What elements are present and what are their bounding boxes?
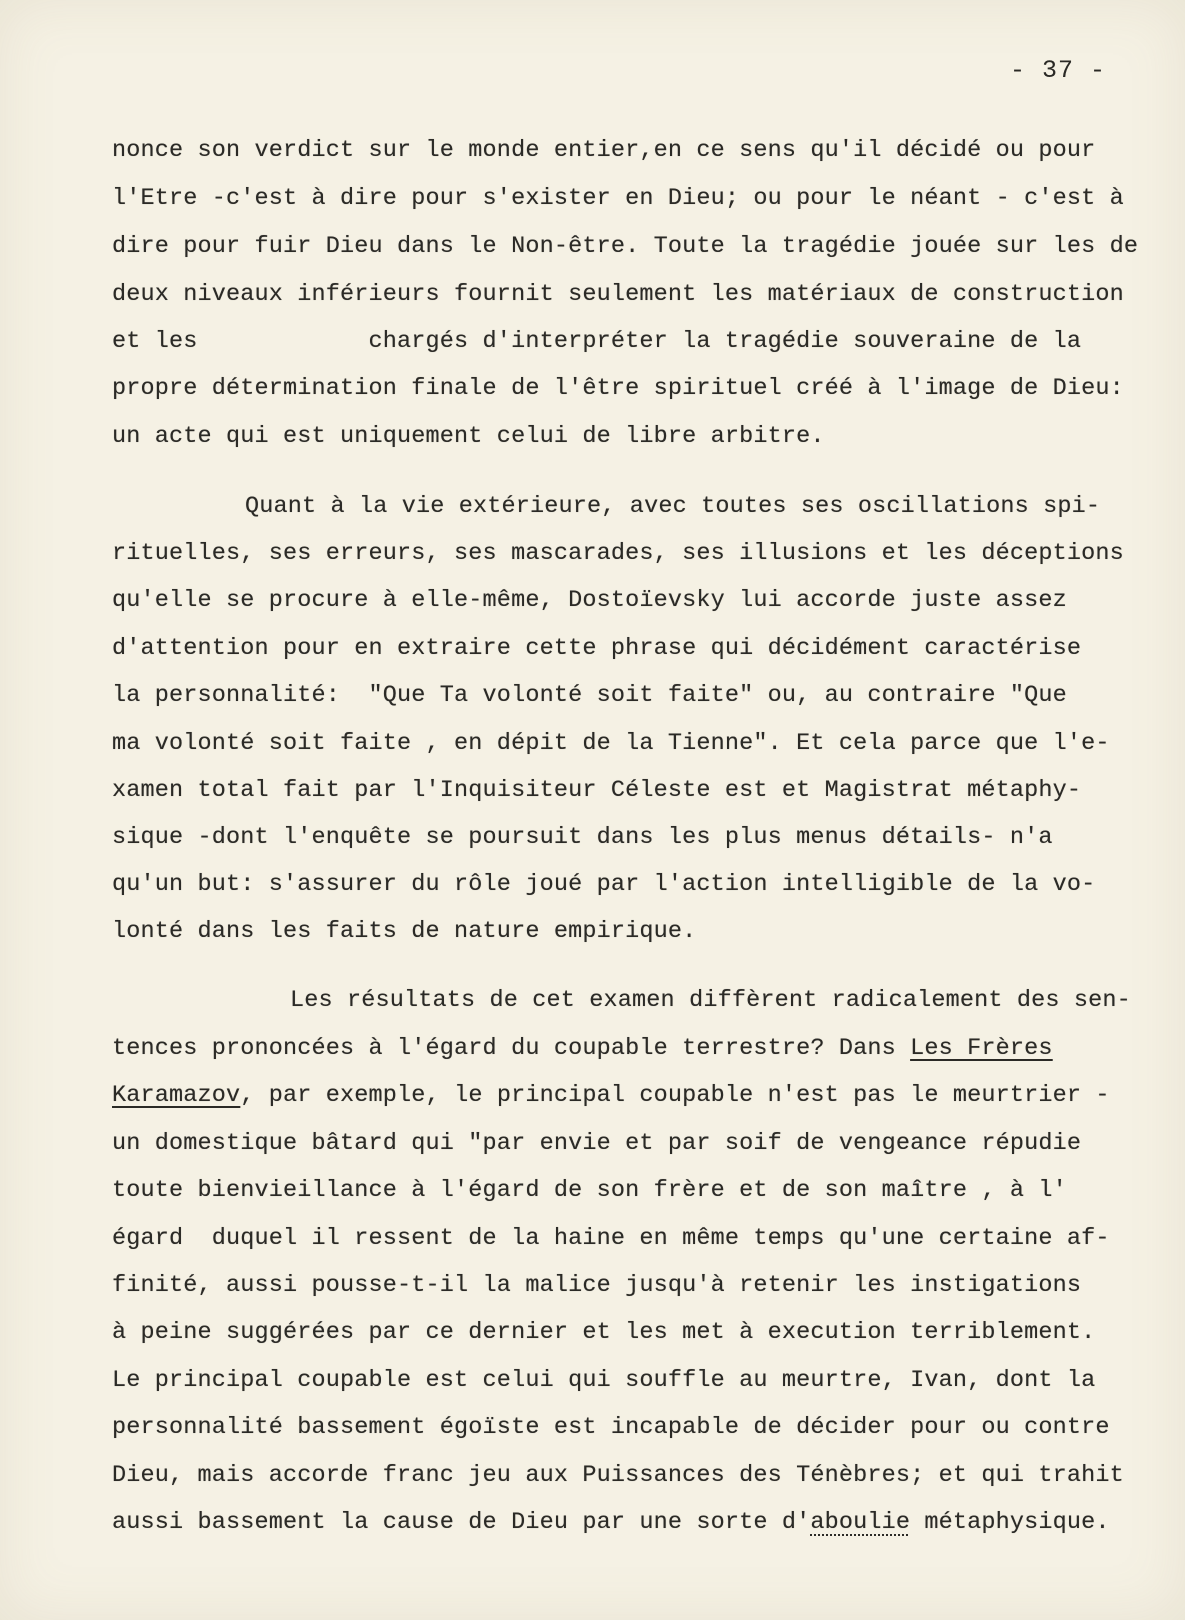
text-line: Dieu, mais accorde franc jeu aux Puissances des Ténèbres; et qui trahit bbox=[112, 1462, 1124, 1489]
text-line: à peine suggérées par ce dernier et les met à execution terriblement. bbox=[112, 1319, 1096, 1346]
text-line bbox=[112, 1508, 1110, 1538]
text-segment: aussi bassement la cause de Dieu par une sorte d' bbox=[112, 1509, 811, 1536]
text-line: personnalité bassement égoïste est incapable de décider pour ou contre bbox=[112, 1414, 1110, 1441]
text-line: rituelles, ses erreurs, ses mascarades, ses illusions et les déceptions bbox=[112, 540, 1124, 567]
text-line: d'attention pour en extraire cette phrase qui décidément caractérise bbox=[112, 635, 1082, 662]
text-line: la personnalité: "Que Ta volonté soit faite" ou, au contraire "Que bbox=[112, 682, 1067, 709]
text-line: Les résultats de cet examen diffèrent radicalement des sen- bbox=[290, 987, 1131, 1014]
underlined-word: aboulie bbox=[810, 1509, 911, 1536]
text-line: un domestique bâtard qui "par envie et par soif de vengeance répudie bbox=[112, 1130, 1082, 1157]
text-line: toute bienvieillance à l'égard de son frère et de son maître , à l' bbox=[112, 1177, 1067, 1204]
text-line: dire pour fuir Dieu dans le Non-être. Toute la tragédie jouée sur les de bbox=[112, 233, 1139, 260]
text-line: ma volonté soit faite , en dépit de la Tienne". Et cela parce que l'e- bbox=[112, 730, 1110, 757]
book-title-underlined: Karamazov bbox=[112, 1082, 241, 1109]
text-segment: métaphysique. bbox=[910, 1509, 1110, 1536]
page-number: - 37 - bbox=[1010, 56, 1107, 85]
text-line bbox=[112, 1081, 1110, 1111]
text-line: lonté dans les faits de nature empirique. bbox=[112, 918, 697, 945]
text-segment: , par exemple, le principal coupable n'est pas le meurtrier - bbox=[240, 1082, 1110, 1109]
text-line: sique -dont l'enquête se poursuit dans les plus menus détails- n'a bbox=[112, 824, 1053, 851]
text-line: l'Etre -c'est à dire pour s'exister en Dieu; ou pour le néant - c'est à bbox=[112, 185, 1124, 212]
text-line: deux niveaux inférieurs fournit seulement les matériaux de construction bbox=[112, 281, 1124, 308]
book-title-underlined: Les Frères bbox=[910, 1035, 1053, 1062]
text-line: égard duquel il ressent de la haine en même temps qu'une certaine af- bbox=[112, 1225, 1110, 1252]
text-line: propre détermination finale de l'être spirituel créé à l'image de Dieu: bbox=[112, 375, 1124, 402]
text-line: xamen total fait par l'Inquisiteur Céleste est et Magistrat métaphy- bbox=[112, 777, 1082, 804]
text-line: qu'elle se procure à elle-même, Dostoïevsky lui accorde juste assez bbox=[112, 587, 1067, 614]
text-line bbox=[112, 1034, 1053, 1064]
text-line: Le principal coupable est celui qui souffle au meurtre, Ivan, dont la bbox=[112, 1367, 1096, 1394]
text-line: finité, aussi pousse-t-il la malice jusqu'à retenir les instigations bbox=[112, 1272, 1082, 1299]
text-line: et les chargés d'interpréter la tragédie souveraine de la bbox=[112, 328, 1082, 355]
text-line: Quant à la vie extérieure, avec toutes ses oscillations spi- bbox=[245, 493, 1101, 520]
text-line: nonce son verdict sur le monde entier,en ce sens qu'il décidé ou pour bbox=[112, 137, 1096, 164]
text-line: qu'un but: s'assurer du rôle joué par l'action intelligible de la vo- bbox=[112, 871, 1096, 898]
text-segment: tences prononcées à l'égard du coupable terrestre? Dans bbox=[112, 1035, 911, 1062]
text-line: un acte qui est uniquement celui de libre arbitre. bbox=[112, 423, 825, 450]
